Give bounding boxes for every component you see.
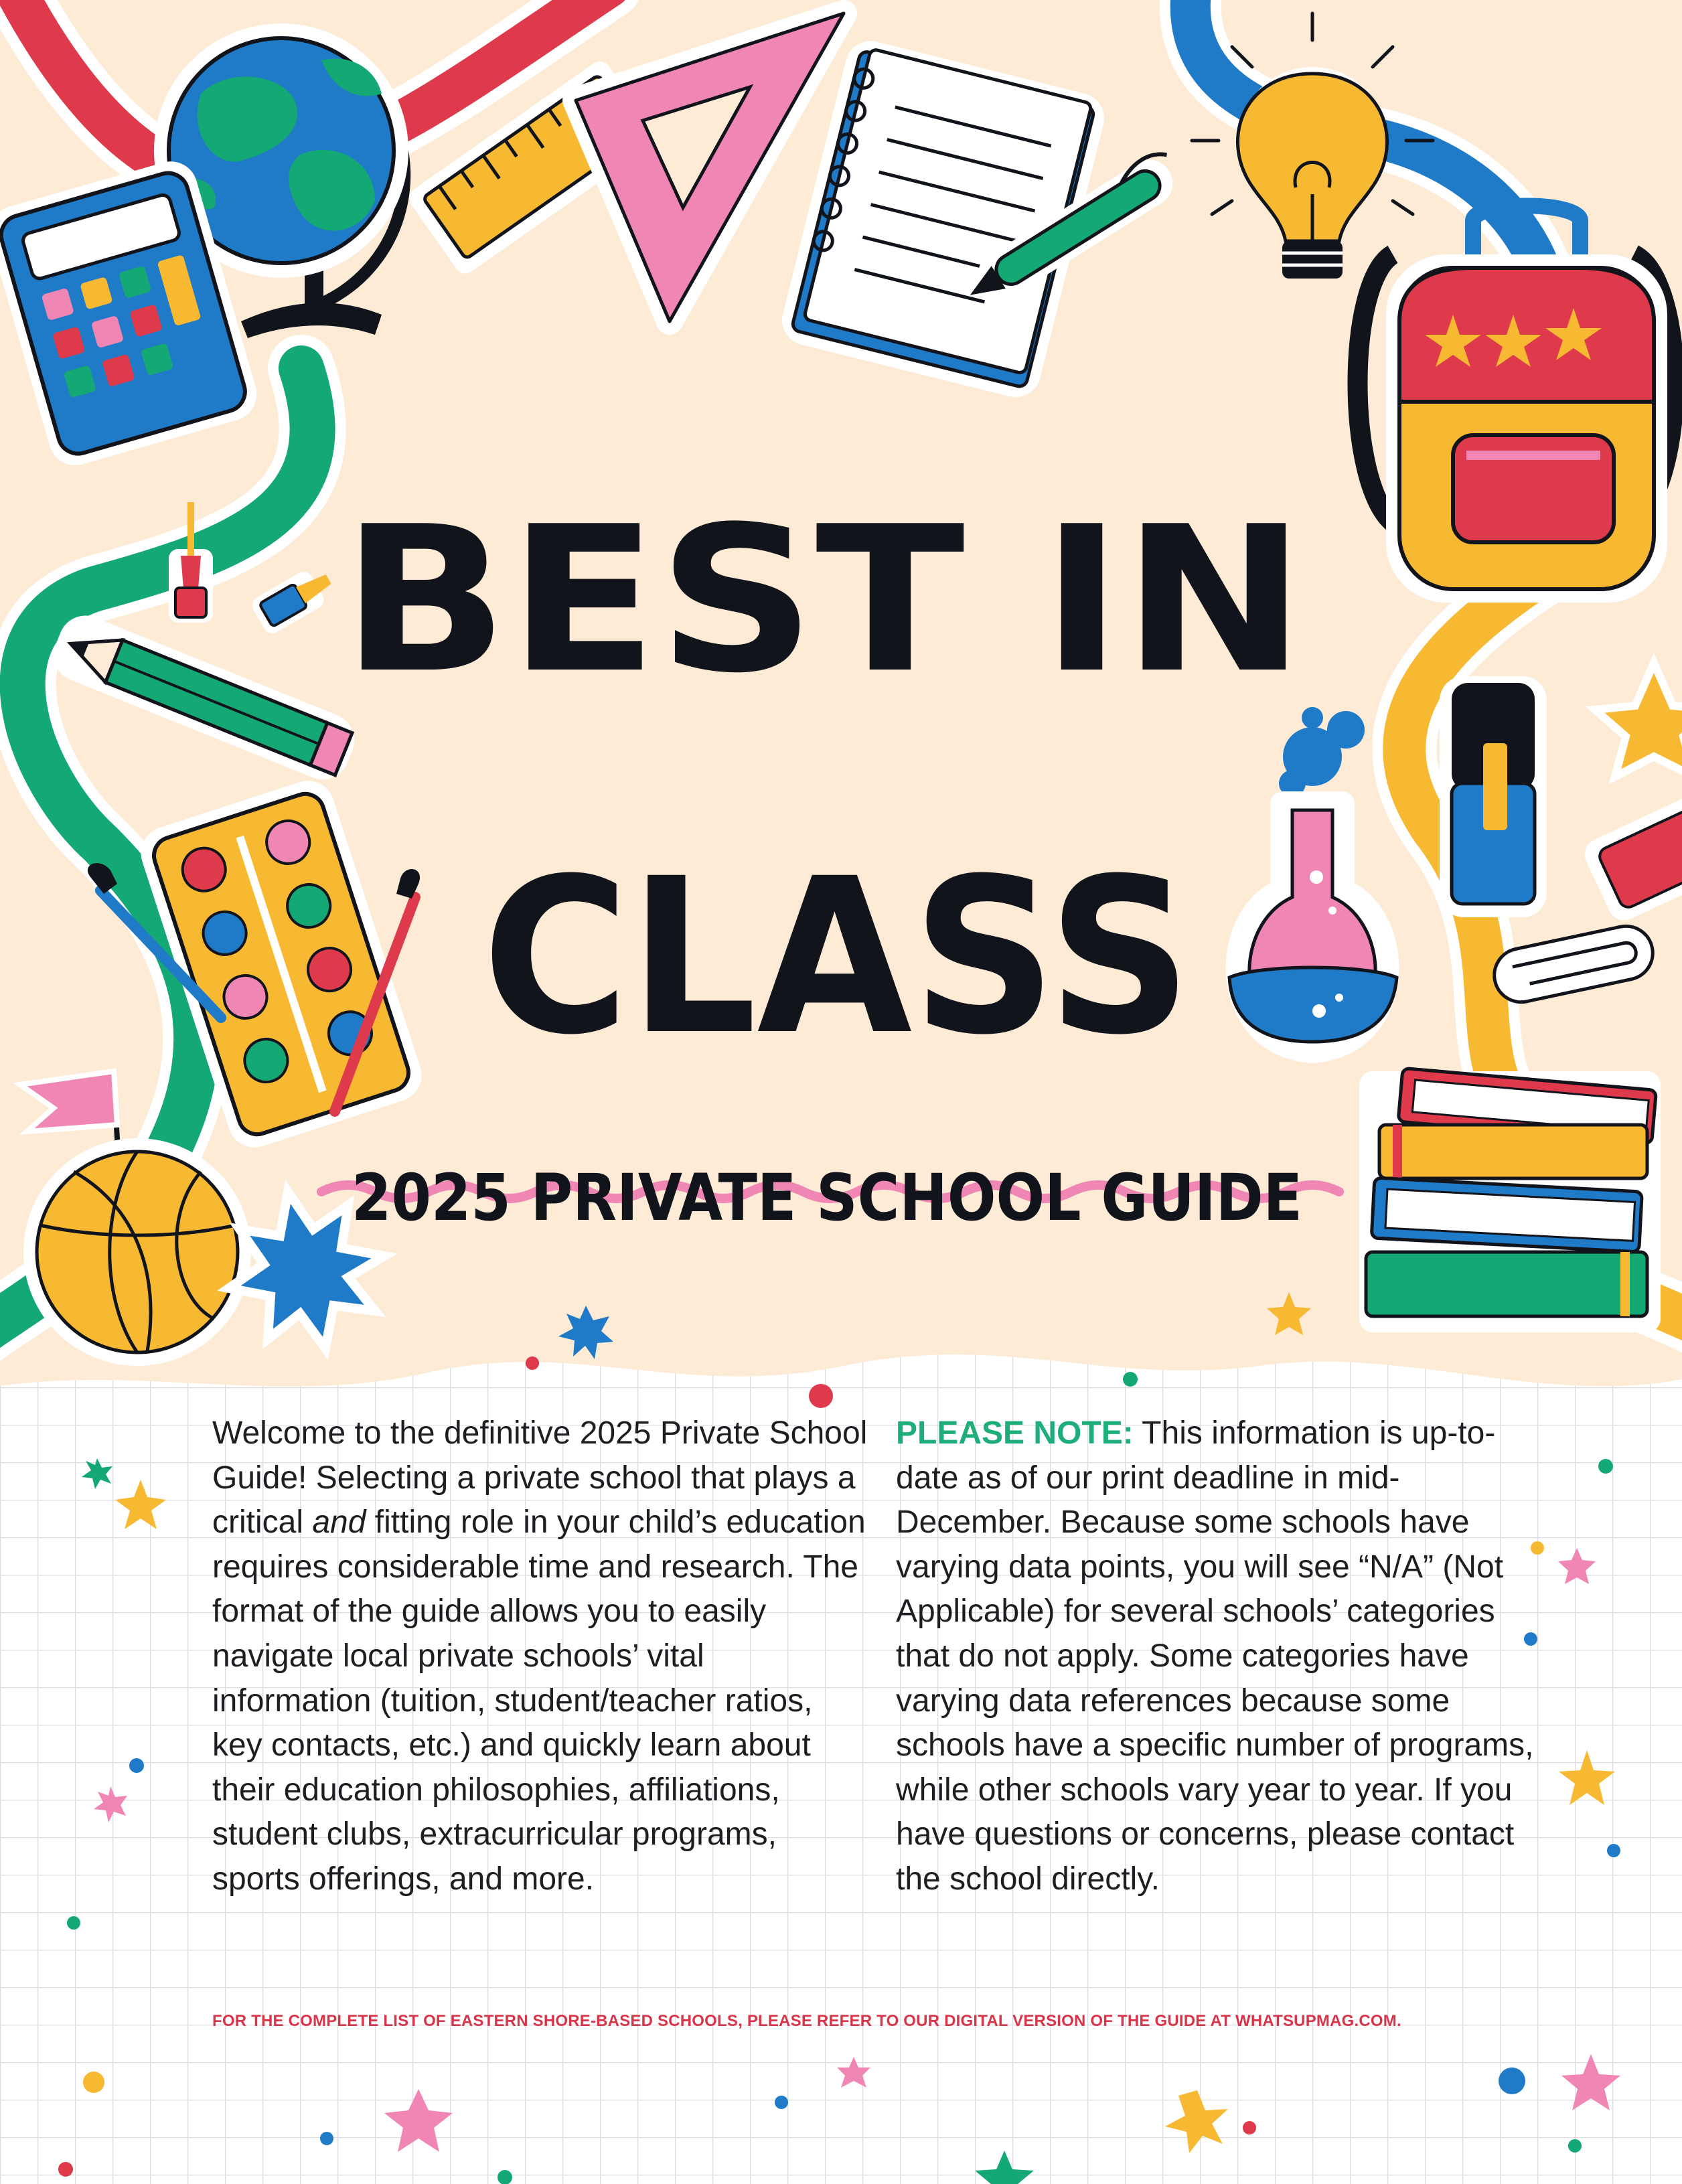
footnote: FOR THE COMPLETE LIST OF EASTERN SHORE-BASED SCHOOLS, PLEASE REFER TO OUR DIGITAL VERSION OF THE GUIDE AT WHATSUPMAG.COM. <box>212 2012 1401 2030</box>
title-line-2: CLASS <box>482 833 1192 1082</box>
title-line-1: BEST IN <box>341 483 1306 717</box>
intro-text-b: fitting role in your child’s education requires considerable time and research. The format of the guide allows you to easily navigate local private schools’ vital information (tuition, student/teacher ratios, key contacts, etc.) and quickly learn about their education philosophies, affiliations, student clubs, extracurricular programs, sports offerings, and more. <box>212 1504 866 1897</box>
intro-emphasis: and <box>312 1504 366 1541</box>
highlighter-icon <box>1440 676 1547 917</box>
book-stack-icon <box>1359 1068 1661 1332</box>
subtitle: 2025 PRIVATE SCHOOL GUIDE <box>352 1160 1302 1235</box>
note-text: This information is up-to-date as of our print deadline in mid-December. Because some schools have varying data points, you will see “N/A” (Not Applicable) for several schools’ categories that do not apply. Some categories have varying data references because some schools have a specific number of programs, while other schools vary year to year. If you have questions or concerns, please contact the school directly. <box>896 1415 1534 1897</box>
intro-paragraph <box>212 1411 868 1902</box>
intro-text-a: Welcome to the definitive 2025 Private School Guide! Selecting a private school that plays a critical <box>212 1415 868 1541</box>
basketball-icon <box>23 1138 251 1366</box>
note-label: PLEASE NOTE: <box>896 1415 1134 1451</box>
notebook-icon <box>791 46 1096 388</box>
note-paragraph <box>896 1411 1552 1902</box>
